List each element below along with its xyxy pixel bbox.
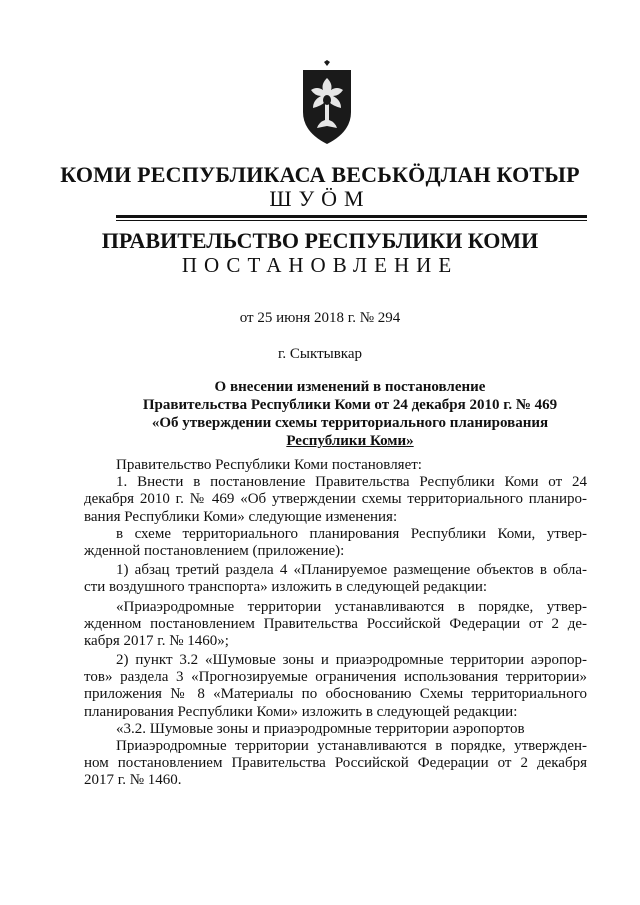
title-line: «Об утверждении схемы территориального планирования (151, 415, 549, 431)
body-line: Приаэродромные территории устанавливаются в порядке, утвержден- (116, 738, 587, 754)
coat-of-arms-emblem (297, 60, 357, 146)
komi-government-name: КОМИ РЕСПУБЛИКАСА ВЕСЬКӦДЛАН КОТЫР (60, 162, 580, 187)
body-line: планирования Республики Коми» изложить в следующей редакции: (84, 703, 518, 720)
body-line: сти воздушного транспорта» изложить в следующей редакции: (84, 579, 488, 596)
document-city: г. Сыктывкар (277, 346, 363, 362)
body-line: жденном постановлением Правительства Российской Федерации от 2 де- (84, 615, 587, 632)
body-line: 2) пункт 3.2 «Шумовые зоны и приаэродромные территории аэропор- (116, 652, 587, 669)
body-line: 2017 г. № 1460. (84, 772, 182, 789)
komi-document-type: ШУӦМ (269, 186, 371, 211)
russian-document-type: ПОСТАНОВЛЕНИЕ (181, 253, 459, 277)
body-line: вания Республики Коми» следующие изменения: (84, 508, 398, 525)
title-line: О внесении изменений в постановление (214, 379, 486, 395)
header-divider-thick (116, 215, 587, 218)
body-line: декабря 2010 г. № 469 «Об утверждении схемы территориального планиро- (84, 491, 587, 508)
header-divider-thin (116, 220, 587, 221)
body-line: 1. Внести в постановление Правительства Республики Коми от 24 (116, 474, 587, 491)
body-line: кабря 2017 г. № 1460»; (84, 632, 229, 649)
body-line: жденной постановлением (приложение): (84, 542, 345, 559)
body-line: в схеме территориального планирования Республики Коми, утвер- (116, 525, 587, 542)
document-body (84, 457, 587, 790)
body-line: ном постановлением Правительства Российской Федерации от 2 декабря (84, 755, 587, 772)
body-line: тов» раздела 3 «Прогнозируемые ограничения использования территории» (84, 669, 587, 686)
body-line: «3.2. Шумовые зоны и приаэродромные территории аэропортов (116, 720, 525, 737)
body-line: «Приаэродромные территории устанавливаются в порядке, утвер- (116, 598, 587, 615)
document-date-number: от 25 июня 2018 г. № 294 (239, 310, 401, 326)
document-title (100, 378, 600, 450)
body-line: Правительство Республики Коми постановляет: (116, 457, 422, 473)
body-line: 1) абзац третий раздела 4 «Планируемое размещение объектов в обла- (116, 562, 587, 579)
russian-government-name: ПРАВИТЕЛЬСТВО РЕСПУБЛИКИ КОМИ (101, 228, 539, 253)
body-line: приложения № 8 «Материалы по обоснованию Схемы территориального (84, 686, 587, 703)
title-line: Правительства Республики Коми от 24 декабря 2010 г. № 469 (142, 397, 558, 413)
title-line: Республики Коми» (286, 433, 414, 449)
